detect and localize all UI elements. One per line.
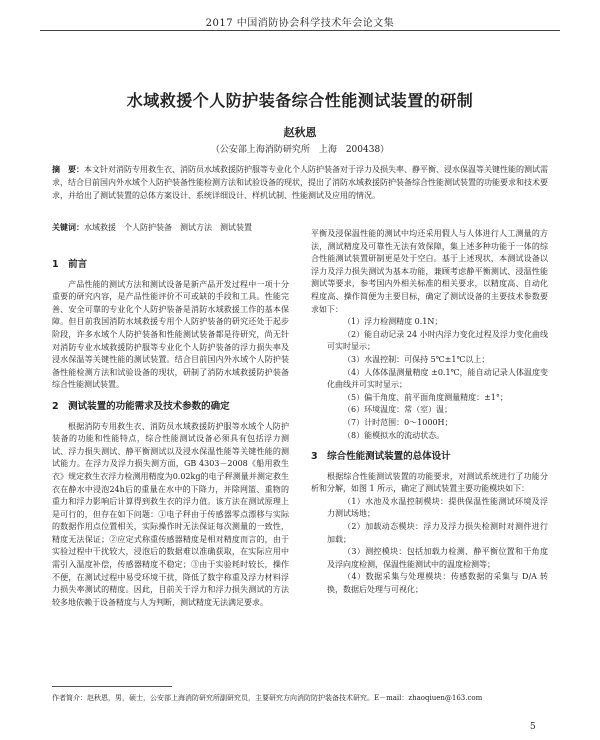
author-footnote: 作者简介：赵秋恩，男，硕士，公安部上海消防研究所副研究员，主要研究方向消防防护装备技术研究。E－mail：zhaoqiuen@163.com (52, 694, 483, 702)
abstract-text: 本文针对消防专用救生衣、消防员水域救援防护服等专业化个人防护装备对于浮力及损失率、静平衡、浸水保温等关键性能的测试需求，结合目前国内外水域个人防护装备性能检测方法和试验设备的现状，提出了消防水域救援防护装备综合性能测试装置的功能要求和技术要求，并给出了测试装置的总体方案设计、系统详细设计、样机试制、性能测试及应用的情况。 (52, 165, 548, 201)
list-item: （2）加载动态模块：浮力及浮力损失检测时对测件进行加载； (327, 522, 548, 544)
paper-title: 水域救援个人防护装备综合性能测试装置的研制 (126, 91, 474, 110)
right-column (311, 228, 548, 597)
list-item: （5）偏干角度、前平面角度测量精度：±1°； (343, 392, 508, 402)
section-3-paragraph: 根据综合性能测试装置的功能要求，对测试系统进行了功能分析和分解，如图 1 所示，确定了测试装置主要功能模块如下： (311, 471, 548, 494)
section-1-paragraph: 产品性能的测试方法和测试设备是新产品开发过程中一项十分重要的研究内容，是产品性能评价不可或缺的手段和工具。性能完善、安全可靠的专业化个人防护装备是消防水域救援工作的基本保障。但目前我国消防水域救援专用个人防护装备的研究还处于起步阶段，许多水域个人防护装备和性能测试装备都是待研究，尚无针对消防专业水域救援防护服等专业化个人防护装备的浮力损失率及浸水保温等关键性能的测试装置。结合目前国内外水域个人防护装备性能检测方法和试验设备的现状，研制了消防水域救援防护装备综合性能测试装置。 (52, 279, 289, 390)
keywords-label: 关键词： (52, 223, 84, 232)
section-3-heading: 3 综合性能测试装置的总体设计 (311, 451, 451, 463)
header-rule (40, 30, 560, 31)
author-affiliation: （公安部上海消防研究所 上海 200438） (210, 145, 390, 155)
right-column-paragraph: 平衡及浸保温性能的测试中均还采用假人与人体进行人工测量的方法，测试精度及可靠性无法有效保障，集上述多种功能于一体的综合性能测试装置研制更是处于空白。基于上述现状，本测试设备以浮力及浮力损失测试为基本功能，兼顾考虑静平衡测试、浸温性能测试等要求，参考国内外相关标准的相关要求，以精度高、自动化程度高、操作简便为主要目标，确定了测试设备的主要技术参数要求如下： (311, 229, 548, 314)
list-item: （4）数据采集与处理模块：传感数据的采集与 D/A 转换，数据后处理与可视化； (327, 572, 548, 595)
abstract-label: 摘 要： (52, 165, 84, 174)
list-item: （6）环境温度：常（室）温； (343, 405, 453, 415)
author-name: 赵秋恩 (283, 126, 317, 139)
section-2-heading: 2 测试装置的功能需求及技术参数的确定 (52, 400, 230, 412)
list-item: （3）水温控制：可保持 5℃±1℃以上； (343, 354, 490, 364)
footnote-rule (52, 686, 172, 687)
keywords-text: 水域救援 个人防护装备 测试方法 测试装置 (84, 223, 252, 232)
list-item: （3）测控模块：包括加载力检测、静平衡位置和干角度及浮向度检测，保温性能测试中的温度检测等； (327, 547, 548, 569)
list-item: （2）能自动记录 24 小时内浮力变化过程及浮力变化曲线可实时显示； (327, 329, 548, 352)
list-item: （1）水池及水温控制模块：提供保温性能测试环境及浮力测试场地； (327, 496, 548, 519)
page-number: 5 (530, 722, 536, 732)
section-1-heading: 1 前言 (52, 259, 88, 270)
section-2-paragraph: 根据消防专用救生衣、消防员水域救援防护服等水域个人防护装备的功能和性能特点，综合性能测试设备必须具有包括浮力测试、浮力损失测试、静平衡测试以及浸水保温性能等关键性能的测试能力。在浮力及浮力损失测方面，GB 4303－2008《船用救生衣》规定救生衣浮力检测用精度为0.02kg的电子秤测量并测定救生衣在静水中浸泡24h后的重量在水中的下降力，并除网篮、重物的重力和浮力影响后计算得到救生衣的浮力值。该方法在测试原理上是可行的，但存在如下问题：①电子秤由于传感器零点漂移与实际的数据作用点位置相关，实际操作时无法保证每次测量的一致性，精度无法保证；②应定式称重传感器精度是相对精度而言的，由于实验过程中干扰较大，浸泡后的数据难以准确获取，在实际应用中需引入温度补偿，传感器精度不稳定；③由于实验耗时较长，操作不便，在测试过程中易受环境干扰，降低了数字称重及浮力材料浮力损失率测试的精度。因此，目前关于浮力和浮力损失测试的方法较多地依赖于设备精度与人为判断，测试精度无法满足要求。 (52, 421, 289, 607)
left-column (52, 250, 289, 609)
abstract (52, 163, 548, 203)
running-header: 2017 中国消防协会科学技术年会论文集 (205, 18, 395, 29)
list-item: （7）计时范围：0～1000H； (343, 417, 453, 427)
list-item: （1）浮力检测精度 0.1N； (343, 317, 443, 327)
list-item: （4）人体体温测量精度 ±0.1℃，能自动记录人体温度变化曲线并可实时显示； (327, 367, 548, 390)
list-item: （8）能模拟水的流动状态。 (343, 430, 445, 440)
